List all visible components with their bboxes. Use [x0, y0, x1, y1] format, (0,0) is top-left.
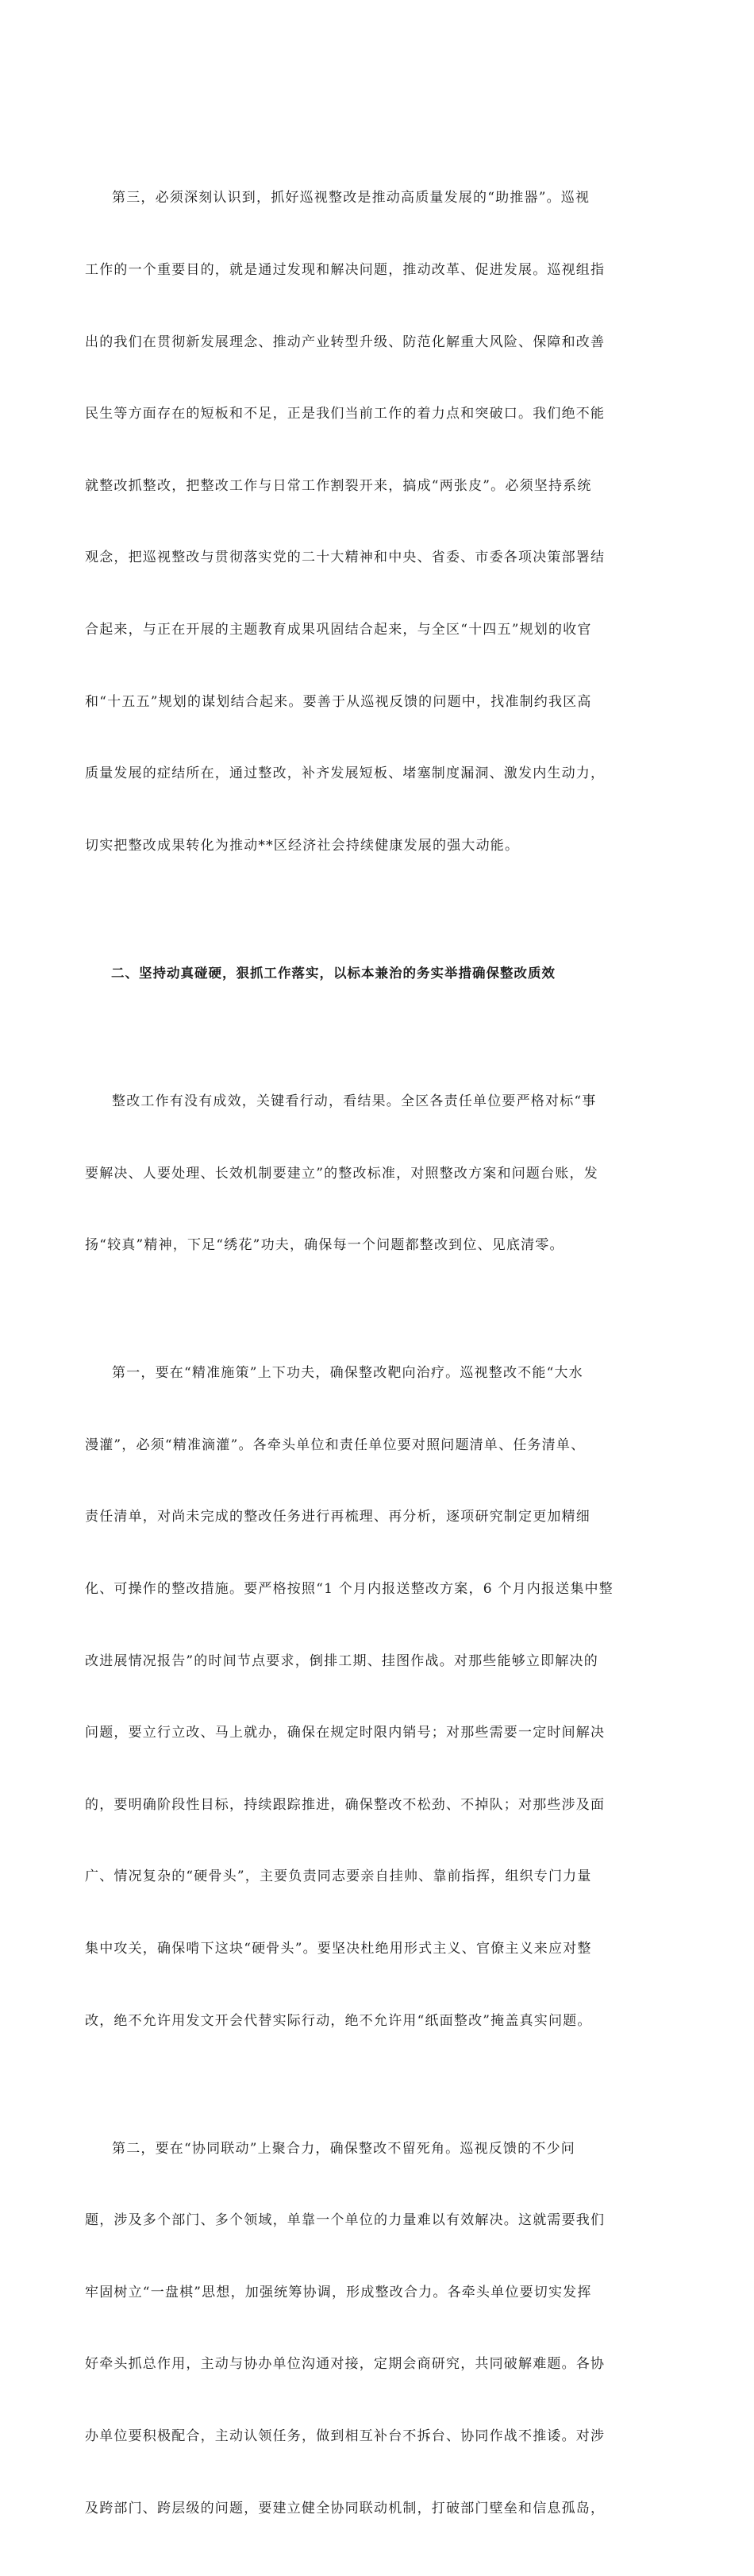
text-line: 改，绝不允许用发文开会代替实际行动，绝不允许用“纸面整改”掩盖真实问题。	[85, 2012, 592, 2029]
heading-text: 二、坚持动真碰硬，狠抓工作落实，以标本兼治的务实举措确保整改质效	[111, 965, 556, 981]
text-line: 整改工作有没有成效，关键看行动，看结果。全区各责任单位要严格对标“事	[112, 1093, 597, 1109]
text-line: 合起来，与正在开展的主题教育成果巩固结合起来，与全区“十四五”规划的收官	[85, 622, 592, 638]
text-line: 要解决、人要处理、长效机制要建立”的整改标准，对照整改方案和问题台账，发	[85, 1165, 598, 1182]
document-body	[85, 138, 655, 2576]
text-line: 就整改抓整改，把整改工作与日常工作割裂开来，搞成“两张皮”。必须坚持系统	[85, 477, 592, 494]
text-line: 及跨部门、跨层级的问题，要建立健全协同联动机制，打破部门壁垒和信息孤岛，	[85, 2500, 606, 2516]
text-line: 广、情况复杂的“硬骨头”，主要负责同志要亲自挂帅、靠前指挥，组织专门力量	[85, 1868, 592, 1885]
text-line: 问题，要立行立改、马上就办，确保在规定时限内销号；对那些需要一定时间解决	[85, 1725, 606, 1741]
paragraph-second-point	[85, 2088, 655, 2568]
text-line: 改进展情况报告”的时间节点要求，倒排工期、挂图作战。对那些能够立即解决的	[85, 1652, 598, 1669]
text-line: 第二，要在“协同联动”上聚合力，确保整改不留死角。巡视反馈的不少问	[112, 2140, 575, 2157]
paragraph-third-point	[85, 138, 655, 906]
text-line: 出的我们在贯彻新发展理念、推动产业转型升级、防范化解重大风险、保障和改善	[85, 334, 606, 350]
text-line: 质量发展的症结所在，通过整改，补齐发展短板、堵塞制度漏洞、激发内生动力，	[85, 765, 606, 782]
text-line: 第三，必须深刻认识到，抓好巡视整改是推动高质量发展的“助推器”。巡视	[112, 190, 591, 206]
text-line: 题，涉及多个部门、多个领域，单靠一个单位的力量难以有效解决。这就需要我们	[85, 2212, 606, 2229]
text-line: 民生等方面存在的短板和不足，正是我们当前工作的着力点和突破口。我们绝不能	[85, 406, 606, 422]
text-line: 和“十五五”规划的谋划结合起来。要善于从巡视反馈的问题中，找准制约我区高	[85, 693, 592, 710]
paragraph-intro	[85, 1042, 655, 1305]
section-heading	[85, 914, 655, 1034]
paragraph-first-point	[85, 1313, 655, 2081]
text-line: 集中攻关，确保啃下这块“硬骨头”。要坚决杜绝用形式主义、官僚主义来应对整	[85, 1941, 592, 1957]
text-line: 第一，要在“精准施策”上下功夫，确保整改靶向治疗。巡视整改不能“大水	[112, 1365, 583, 1382]
text-line: 牢固树立“一盘棋”思想，加强统筹协调，形成整改合力。各牵头单位要切实发挥	[85, 2284, 592, 2300]
text-line: 办单位要积极配合，主动认领任务，做到相互补台不拆台、协同作战不推诿。对涉	[85, 2428, 606, 2445]
text-line: 扬“较真”精神，下足“绣花”功夫，确保每一个问题都整改到位、见底清零。	[85, 1237, 564, 1254]
text-line: 工作的一个重要目的，就是通过发现和解决问题，推动改革、促进发展。巡视组指	[85, 262, 606, 279]
text-line: 的，要明确阶段性目标，持续跟踪推进，确保整改不松劲、不掉队；对那些涉及面	[85, 1796, 606, 1813]
text-line: 好牵头抓总作用，主动与协办单位沟通对接，定期会商研究，共同破解难题。各协	[85, 2356, 606, 2373]
text-line: 责任清单，对尚未完成的整改任务进行再梳理、再分析，逐项研究制定更加精细	[85, 1509, 591, 1525]
text-line: 切实把整改成果转化为推动**区经济社会持续健康发展的强大动能。	[85, 837, 520, 854]
text-line: 观念，把巡视整改与贯彻落实党的二十大精神和中央、省委、市委各项决策部署结	[85, 550, 606, 566]
text-line: 漫灌”，必须“精准滴灌”。各牵头单位和责任单位要对照问题清单、任务清单、	[85, 1436, 586, 1453]
text-line: 化、可操作的整改措施。要严格按照“1 个月内报送整改方案，6 个月内报送集中整	[85, 1580, 614, 1597]
